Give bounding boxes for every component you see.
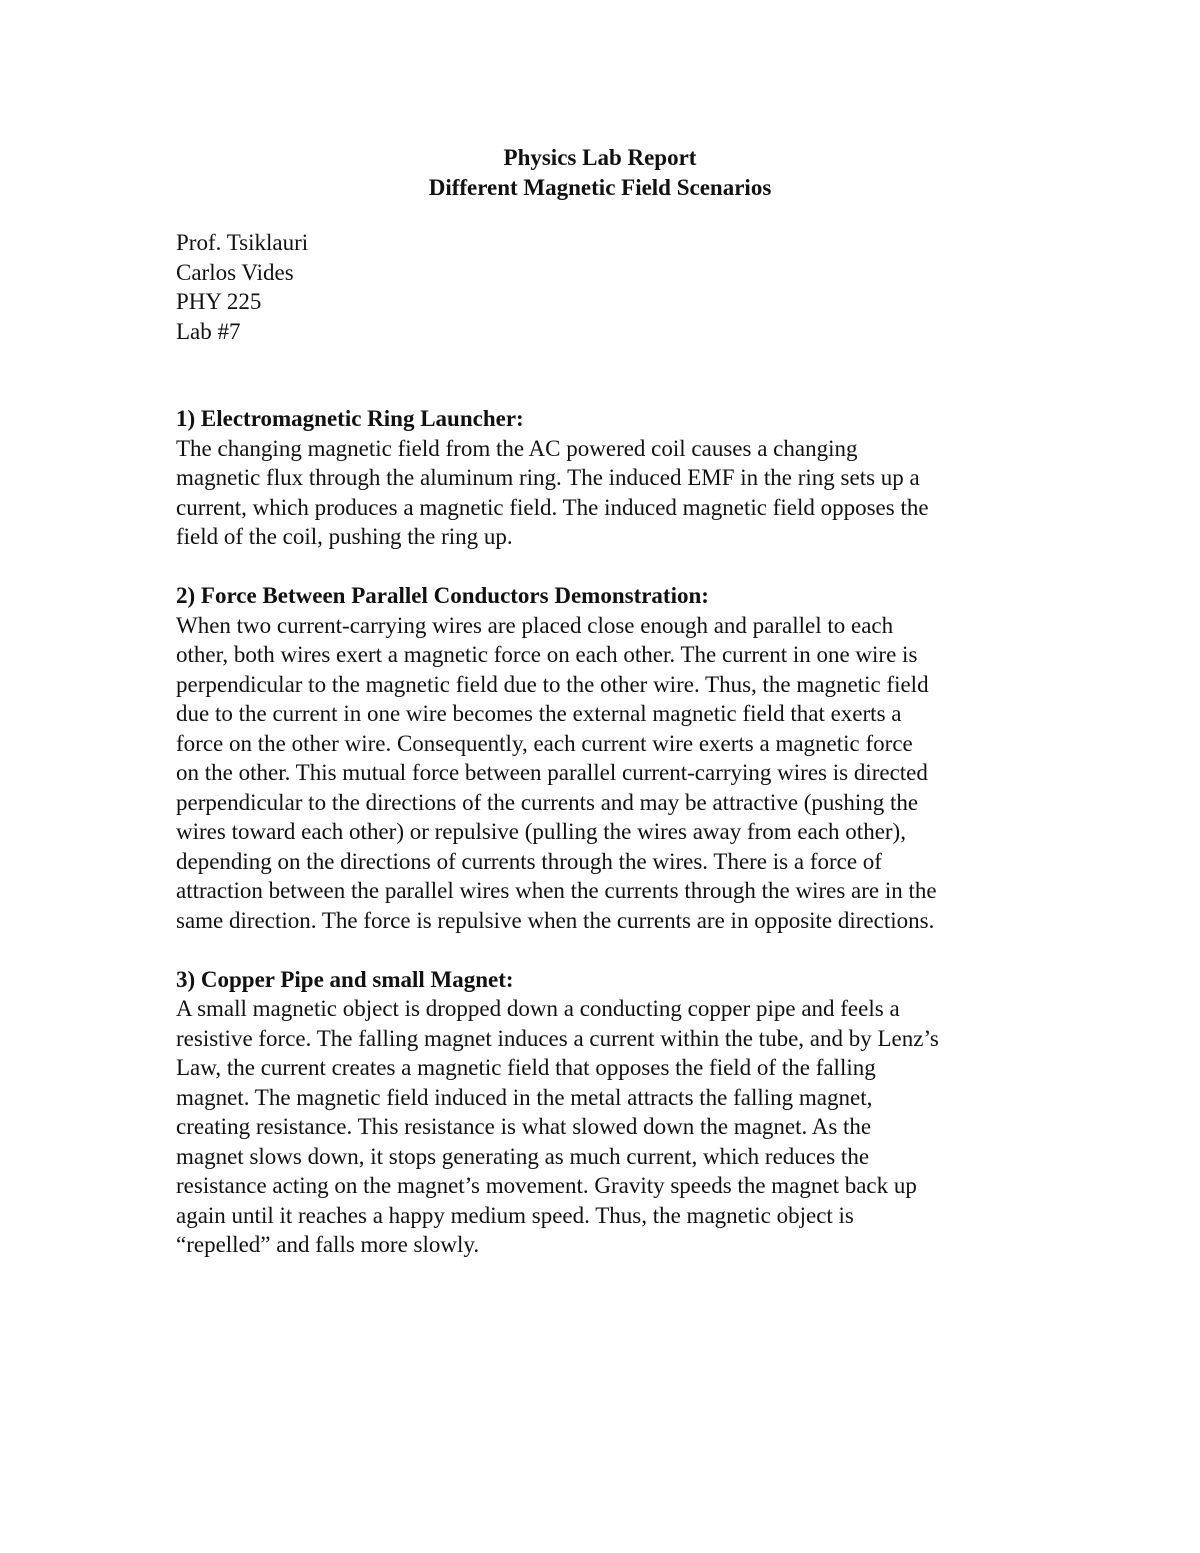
- paragraph-line: current, which produces a magnetic field. The induced magnetic field opposes the: [176, 494, 929, 520]
- paragraph-line: “repelled” and falls more slowly.: [176, 1232, 480, 1257]
- paragraph-line: attraction between the parallel wires when the currents through the wires are in the: [176, 878, 937, 903]
- document-subtitle: Different Magnetic Field Scenarios: [428, 174, 772, 200]
- paragraph-line: other, both wires exert a magnetic force on each other. The current in one wire is: [176, 642, 918, 667]
- paragraph-line: depending on the directions of currents through the wires. There is a force of: [176, 848, 882, 874]
- paragraph-line: on the other. This mutual force between parallel current-carrying wires is directed: [176, 760, 928, 785]
- paragraph-line: same direction. The force is repulsive when the currents are in opposite directions.: [176, 907, 935, 933]
- course-code: PHY 225: [176, 289, 262, 314]
- section-ring-launcher: [176, 404, 1036, 552]
- paragraph-line: A small magnetic object is dropped down a conducting copper pipe and feels a: [176, 996, 900, 1021]
- section-copper-pipe: [176, 965, 1036, 1260]
- paragraph-line: perpendicular to the magnetic field due to the other wire. Thus, the magnetic field: [176, 671, 929, 697]
- paragraph-line: perpendicular to the directions of the currents and may be attractive (pushing the: [176, 789, 919, 815]
- section-heading: 3) Copper Pipe and small Magnet:: [176, 966, 514, 992]
- title-block: [0, 143, 1200, 202]
- paragraph-line: The changing magnetic field from the AC powered coil causes a changing: [176, 435, 858, 461]
- paragraph-line: magnetic flux through the aluminum ring. The induced EMF in the ring sets up a: [176, 465, 920, 490]
- lab-number: Lab #7: [176, 318, 241, 344]
- paragraph-line: Law, the current creates a magnetic field that opposes the field of the falling: [176, 1055, 876, 1080]
- report-sections: [176, 404, 1036, 1289]
- professor-name: Prof. Tsiklauri: [176, 230, 309, 255]
- paragraph-line: creating resistance. This resistance is what slowed down the magnet. As the: [176, 1114, 872, 1139]
- paragraph-line: resistive force. The falling magnet induces a current within the tube, and by Lenz’s: [176, 1025, 939, 1051]
- paragraph-line: field of the coil, pushing the ring up.: [176, 524, 513, 549]
- document-title: Physics Lab Report: [503, 145, 697, 170]
- section-parallel-conductors: [176, 581, 1036, 935]
- section-heading: 2) Force Between Parallel Conductors Demonstration:: [176, 583, 709, 608]
- paragraph-line: resistance acting on the magnet’s movement. Gravity speeds the magnet back up: [176, 1173, 917, 1198]
- author-info: [176, 228, 308, 346]
- paragraph-line: force on the other wire. Consequently, each current wire exerts a magnetic force: [176, 730, 913, 756]
- paragraph-line: wires toward each other) or repulsive (pulling the wires away from each other),: [176, 819, 906, 844]
- student-name: Carlos Vides: [176, 259, 294, 285]
- paragraph-line: due to the current in one wire becomes the external magnetic field that exerts a: [176, 701, 902, 726]
- paragraph-line: magnet. The magnetic field induced in the metal attracts the falling magnet,: [176, 1084, 873, 1110]
- paragraph-line: again until it reaches a happy medium speed. Thus, the magnetic object is: [176, 1202, 854, 1228]
- paragraph-line: magnet slows down, it stops generating as much current, which reduces the: [176, 1143, 870, 1169]
- paragraph-line: When two current-carrying wires are placed close enough and parallel to each: [176, 612, 894, 638]
- section-heading: 1) Electromagnetic Ring Launcher:: [176, 406, 524, 431]
